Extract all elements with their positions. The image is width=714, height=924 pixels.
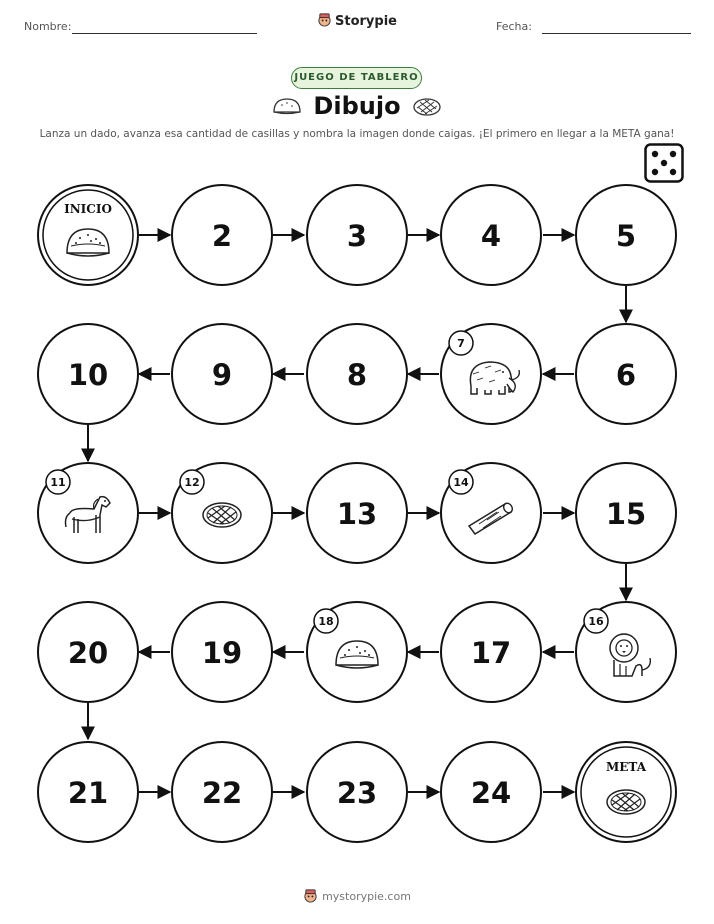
- space-number: 12: [184, 476, 200, 489]
- space-13: [307, 463, 407, 563]
- goal-label: META: [605, 760, 647, 774]
- start-space: [38, 185, 138, 285]
- space-number: 20: [67, 636, 109, 670]
- brand-name: Storypie: [335, 14, 397, 29]
- space-number: 24: [470, 776, 512, 810]
- space-number: 13: [336, 497, 378, 531]
- steak-icon: [607, 790, 645, 814]
- space-number: 10: [67, 358, 109, 392]
- space-15: [576, 463, 676, 563]
- space-number: 19: [201, 636, 243, 670]
- space-number: 11: [50, 476, 66, 489]
- space-number: 9: [211, 358, 233, 392]
- storypie-mascot-icon: [303, 888, 318, 903]
- space-23: [307, 742, 407, 842]
- space-24: [441, 742, 541, 842]
- space-number: 8: [346, 358, 368, 392]
- space-9: [172, 324, 272, 424]
- space-5: [576, 185, 676, 285]
- bread-icon: [67, 229, 109, 256]
- space-number: 4: [480, 219, 502, 253]
- space-number: 2: [211, 219, 233, 253]
- start-label: INICIO: [64, 202, 112, 216]
- space-21: [38, 742, 138, 842]
- space-number: 22: [201, 776, 243, 810]
- footer: [0, 888, 714, 903]
- space-number: 3: [346, 219, 368, 253]
- space-number: 23: [336, 776, 378, 810]
- space-12: [172, 463, 272, 563]
- space-22: [172, 742, 272, 842]
- space-10: [38, 324, 138, 424]
- space-2: [172, 185, 272, 285]
- steak-icon: [203, 503, 241, 527]
- instructions-text: Lanza un dado, avanza esa cantidad de casillas y nombra la imagen donde caigas. ¡El primero en llegar a la META gana!: [39, 128, 675, 140]
- space-number: 21: [67, 776, 109, 810]
- date-label: Fecha:: [496, 20, 532, 33]
- space-number: 14: [453, 476, 469, 489]
- space-11: [38, 463, 138, 563]
- space-number: 7: [457, 337, 465, 350]
- name-label: Nombre:: [24, 20, 72, 33]
- space-19: [172, 602, 272, 702]
- game-type-badge: JUEGO DE TABLERO: [291, 67, 422, 89]
- goal-space: [576, 742, 676, 842]
- page-title: Dibujo: [313, 92, 401, 120]
- space-6: [576, 324, 676, 424]
- space-20: [38, 602, 138, 702]
- space-number: 15: [605, 497, 647, 531]
- bread-icon: [336, 641, 378, 668]
- footer-url[interactable]: mystorypie.com: [322, 890, 411, 903]
- space-number: 5: [615, 219, 637, 253]
- space-16: [576, 602, 676, 702]
- space-17: [441, 602, 541, 702]
- space-4: [441, 185, 541, 285]
- space-3: [307, 185, 407, 285]
- space-number: 16: [588, 615, 604, 628]
- space-18: [307, 602, 407, 702]
- space-number: 17: [470, 636, 512, 670]
- space-number: 18: [318, 615, 334, 628]
- space-7: [441, 324, 541, 424]
- space-14: [441, 463, 541, 563]
- space-number: 6: [615, 358, 637, 392]
- space-8: [307, 324, 407, 424]
